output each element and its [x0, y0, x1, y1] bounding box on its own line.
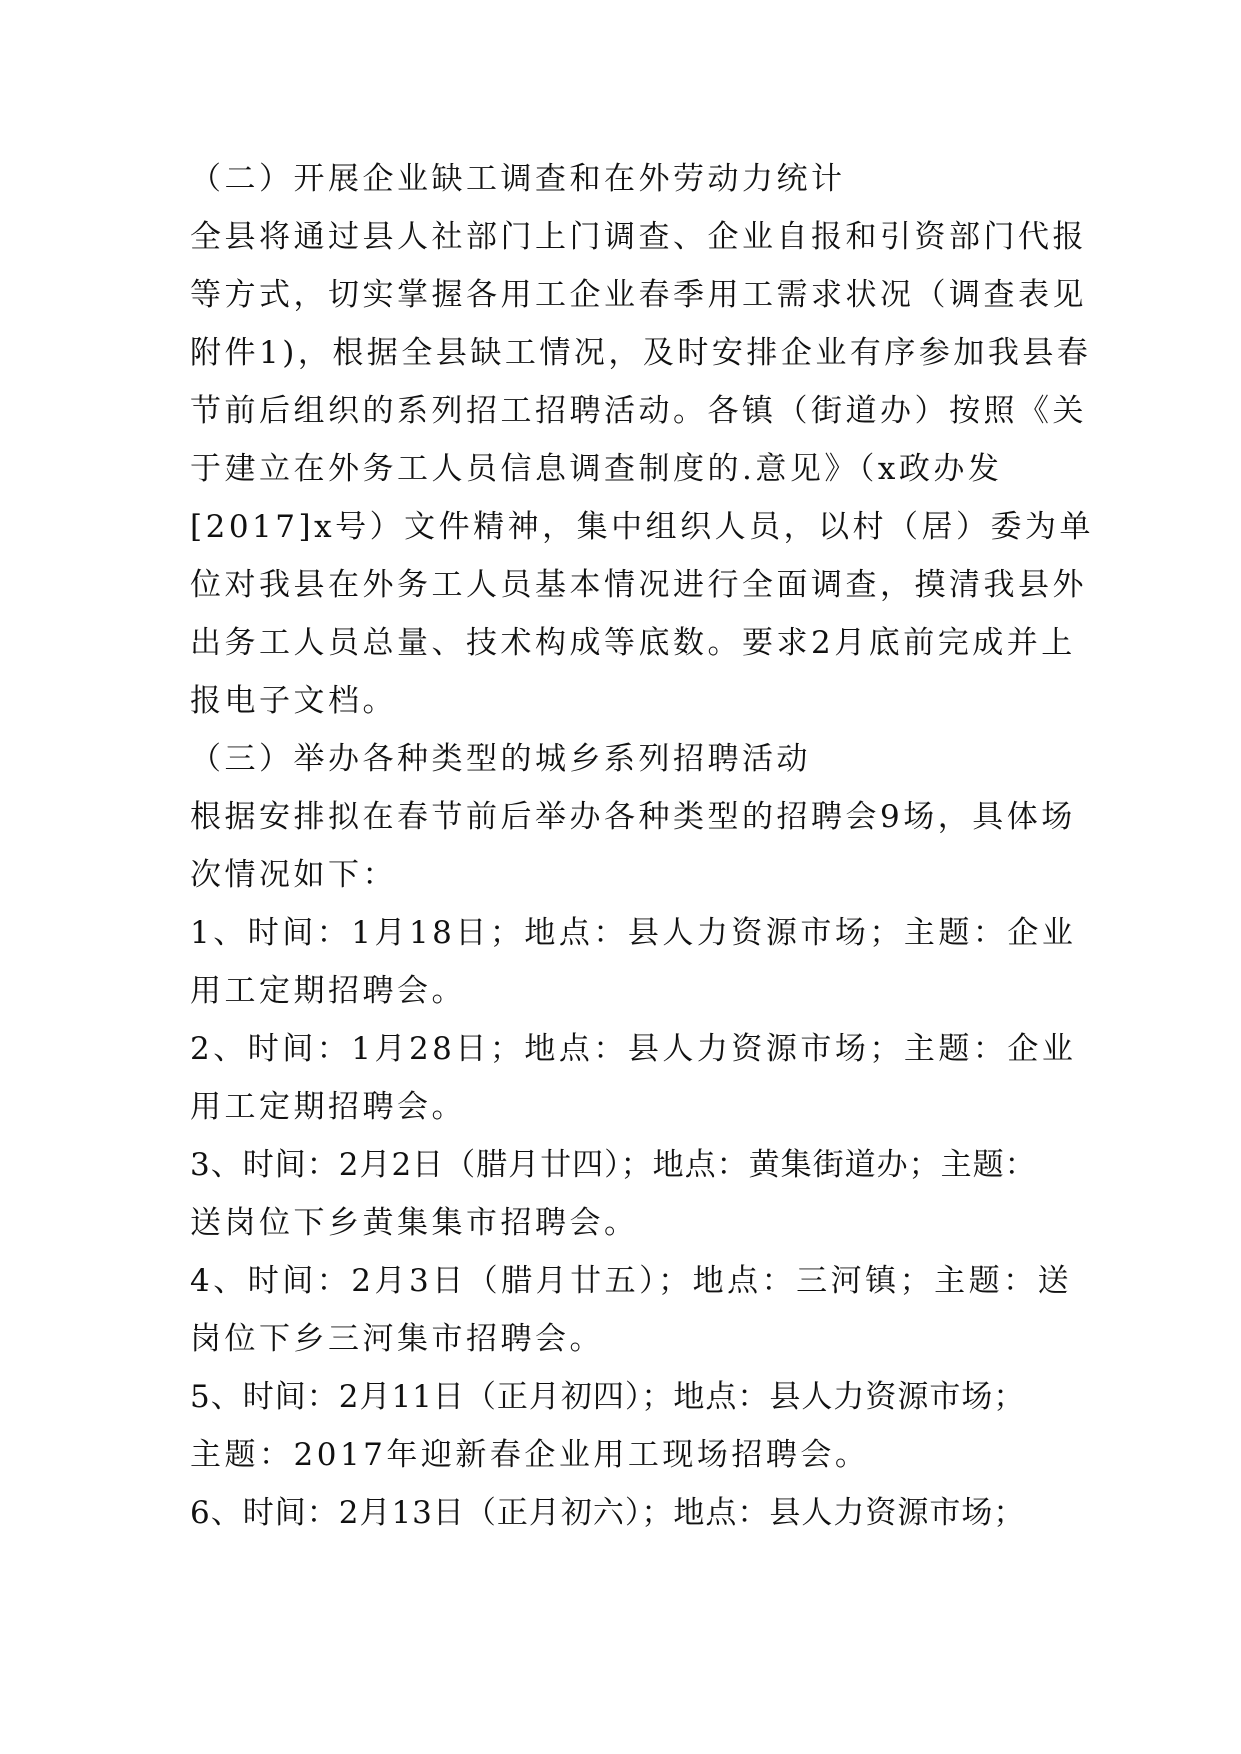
list-item-line: 岗位下乡三河集市招聘会。	[190, 1321, 604, 1357]
paragraph-line: 出务工人员总量、技术构成等底数。要求2月底前完成并上	[190, 625, 1076, 661]
list-item-line: 3、时间：2月2日（腊月廿四）；地点：黄集街道办；主题：	[190, 1147, 1037, 1183]
paragraph-line: 位对我县在外务工人员基本情况进行全面调查，摸清我县外	[190, 567, 1087, 603]
list-item-line: 6、时间：2月13日（正月初六）；地点：县人力资源市场；	[190, 1495, 1026, 1531]
list-item-line: 用工定期招聘会。	[190, 1089, 466, 1125]
list-item-line: 用工定期招聘会。	[190, 973, 466, 1009]
section-heading: （二）开展企业缺工调查和在外劳动力统计	[190, 161, 846, 197]
section-heading: （三）举办各种类型的城乡系列招聘活动	[190, 741, 811, 777]
paragraph-line: 全县将通过县人社部门上门调查、企业自报和引资部门代报	[190, 219, 1087, 255]
paragraph-line: 根据安排拟在春节前后举办各种类型的招聘会9场，具体场	[190, 799, 1076, 835]
paragraph-line: 报电子文档。	[190, 683, 397, 719]
paragraph-line: 节前后组织的系列招工招聘活动。各镇（街道办）按照《关	[190, 393, 1087, 429]
list-item-line: 主题：2017年迎新春企业用工现场招聘会。	[190, 1437, 870, 1473]
paragraph-line: 于建立在外务工人员信息调查制度的.意见》（x政办发	[190, 451, 1003, 487]
list-item-line: 送岗位下乡黄集集市招聘会。	[190, 1205, 639, 1241]
paragraph-line: 等方式，切实掌握各用工企业春季用工需求状况（调查表见	[190, 277, 1087, 313]
list-item-line: 5、时间：2月11日（正月初四）；地点：县人力资源市场；	[190, 1379, 1026, 1415]
paragraph-line: 次情况如下：	[190, 857, 397, 893]
list-item-line: 2、时间：1月28日；地点：县人力资源市场；主题：企业	[190, 1031, 1077, 1067]
paragraph-line: 附件1)，根据全县缺工情况，及时安排企业有序参加我县春	[190, 335, 1092, 371]
list-item-line: 1、时间：1月18日；地点：县人力资源市场；主题：企业	[190, 915, 1077, 951]
list-item-line: 4、时间：2月3日（腊月廿五）；地点：三河镇；主题：送	[190, 1263, 1073, 1299]
paragraph-line: [2017]x号）文件精神，集中组织人员，以村（居）委为单	[190, 509, 1095, 545]
document-page	[190, 150, 1095, 1542]
